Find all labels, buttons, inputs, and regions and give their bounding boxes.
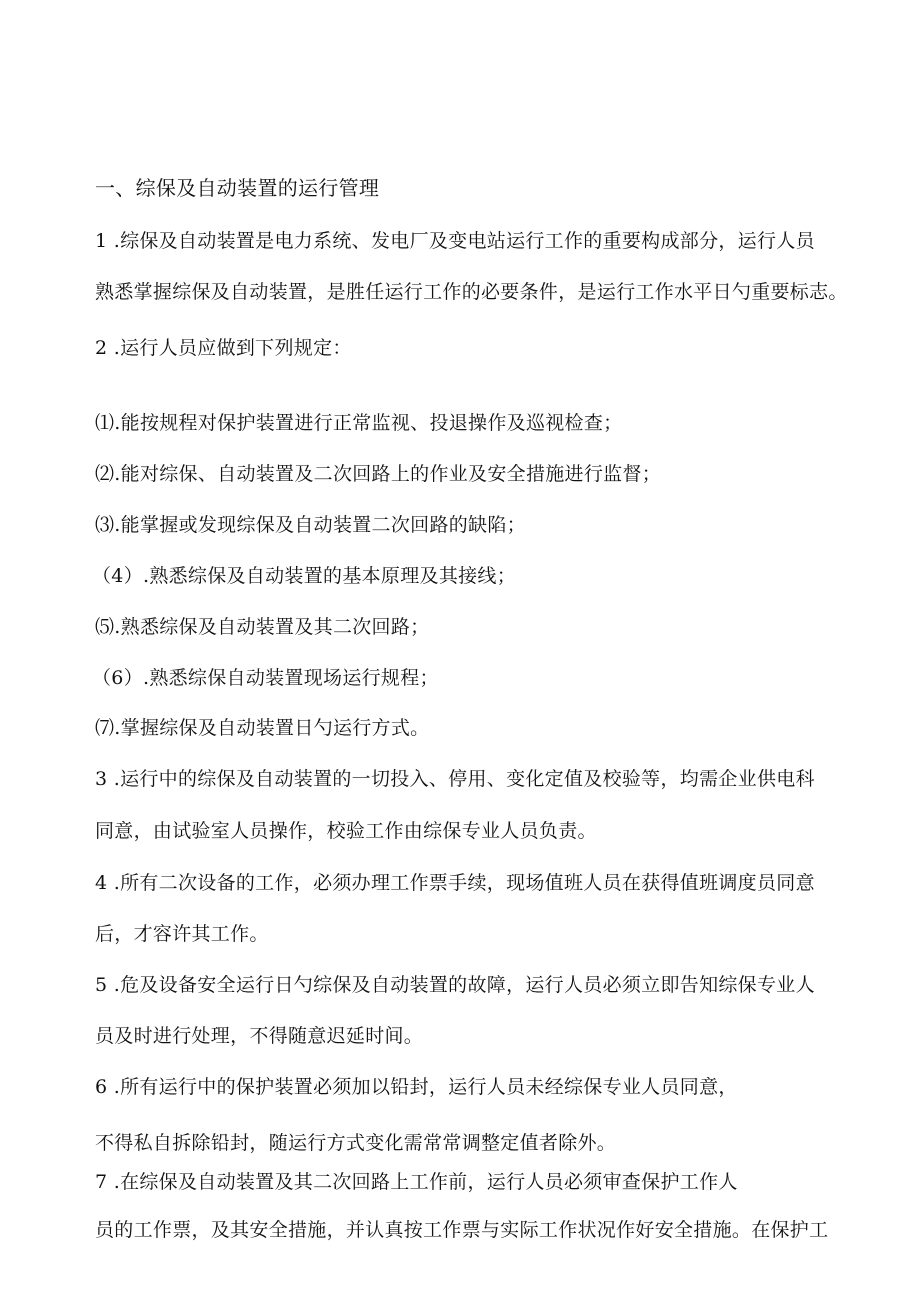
paragraph-1-line-2: 熟悉掌握综保及自动装置，是胜任运行工作的必要条件，是运行工作水平日勺重要标志。 [95, 281, 848, 303]
paragraph-3-line-2: 同意，由试验室人员操作，校验工作由综保专业人员负责。 [95, 820, 597, 842]
list-item-5: ⑸.熟悉综保及自动装置及其二次回路； [95, 616, 430, 638]
paragraph-4-line-1: 4 .所有二次设备的工作，必须办理工作票手续，现场值班人员在获得值班调度员同意 [95, 872, 815, 894]
paragraph-6-line-1: 6 .所有运行中的保护装置必须加以铅封，运行人员未经综保专业人员同意， [95, 1076, 738, 1098]
list-item-1: ⑴.能按规程对保护装置进行正常监视、投退操作及巡视检查； [95, 412, 623, 434]
paragraph-3-line-1: 3 .运行中的综保及自动装置的一切投入、停用、变化定值及校验等，均需企业供电科 [95, 768, 815, 790]
section-heading: 一、综保及自动装置的运行管理 [95, 176, 380, 200]
paragraph-2-line-1: 2 .运行人员应做到下列规定： [95, 337, 352, 359]
list-item-3: ⑶.能掌握或发现综保及自动装置二次回路的缺陷； [95, 514, 526, 536]
paragraph-5-line-1: 5 .危及设备安全运行日勺综保及自动装置的故障，运行人员必须立即告知综保专业人 [95, 974, 815, 996]
paragraph-1-line-1: 1 .综保及自动装置是电力系统、发电厂及变电站运行工作的重要构成部分，运行人员 [95, 230, 815, 252]
paragraph-6-line-2: 不得私自拆除铅封，随运行方式变化需常常调整定值者除外。 [95, 1132, 617, 1154]
list-item-6: （6）.熟悉综保自动装置现场运行规程； [92, 667, 439, 689]
list-item-2: ⑵.能对综保、自动装置及二次回路上的作业及安全措施进行监督； [95, 463, 662, 485]
paragraph-5-line-2: 员及时进行处理，不得随意迟延时间。 [95, 1025, 424, 1047]
paragraph-4-line-2: 后，才容许其工作。 [95, 923, 269, 945]
list-item-7: ⑺.掌握综保及自动装置日勺运行方式。 [95, 717, 430, 739]
paragraph-7-line-1: 7 .在综保及自动装置及其二次回路上工作前，运行人员必须审查保护工作人 [95, 1171, 738, 1193]
list-item-4: （4）.熟悉综保及自动装置的基本原理及其接线； [92, 565, 517, 587]
paragraph-7-line-2: 员的工作票，及其安全措施，并认真按工作票与实际工作状况作好安全措施。在保护工 [95, 1219, 829, 1241]
